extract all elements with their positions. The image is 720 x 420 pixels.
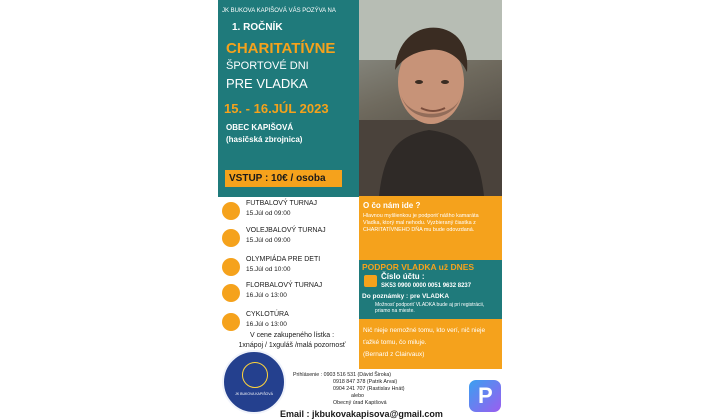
quote-text: Nič nieje nemožné tomu, kto verí, nič nieje ťažké tomu, čo miluje.	[363, 327, 486, 346]
about-text: Hlavnou myšlienkou je podporiť nášho kamaráta Vladka, ktorý mal nehodu. Vyzbieraný čiastka z CHARITATÍVNEHO DŇA mu bude odovzdaná.	[363, 213, 479, 233]
contact-phone: 0903 516 531 (Dávid Široka)	[323, 372, 392, 378]
event-item	[222, 254, 360, 282]
about-panel	[359, 196, 502, 260]
club-logo	[222, 350, 286, 414]
support-small-text: Možnosť podporiť VLADKA bude aj pri registrácii, priamo na mieste.	[375, 302, 485, 314]
bullet-dot-icon	[222, 229, 240, 247]
contacts-label: Prihlásenie :	[293, 372, 323, 378]
support-heading: PODPOR VLADKA už DNES	[362, 262, 475, 272]
event-time: 16.Júl o 13:00	[246, 321, 287, 328]
ticket-includes-line-2: 1xnápoj / 1xguláš /malá pozornosť	[238, 342, 346, 349]
account-iban: SK53 0900 0000 0051 9632 8237	[381, 283, 472, 289]
event-dates: 15. - 16.JÚL 2023	[224, 101, 329, 116]
event-name: FLORBALOVÝ TURNAJ	[246, 282, 323, 289]
event-time: 16.Júl o 13:00	[246, 292, 287, 299]
header-panel	[218, 0, 359, 197]
payment-note: Do poznámky : pre VLADKA	[362, 293, 450, 300]
account-label: Číslo účtu :	[381, 272, 425, 281]
support-panel	[359, 260, 502, 319]
event-time: 15.Júl od 09:00	[246, 237, 291, 244]
bullet-dot-icon	[222, 258, 240, 276]
event-place	[226, 122, 302, 146]
logo-text: JK BUKOVA KAPIŠOVÁ	[235, 392, 273, 396]
bullet-dot-icon	[222, 313, 240, 331]
bullet-dot-icon	[222, 202, 240, 220]
event-item	[222, 225, 360, 253]
event-name: OLYMPIÁDA PRE DETI	[246, 256, 321, 263]
contact-email: Email : jkbukovakapisova@gmail.com	[280, 409, 443, 419]
registration-contacts	[293, 372, 468, 407]
event-item	[222, 198, 360, 226]
quote-author: (Bernard z Clairvaux)	[363, 351, 425, 358]
contacts-office: Obecný úrad Kapišová	[333, 400, 387, 406]
edition-label: 1. ROČNÍK	[232, 22, 283, 33]
app-icon	[469, 380, 501, 412]
event-poster	[218, 0, 502, 420]
title-main: CHARITATÍVNE	[226, 40, 336, 57]
organizer-line: JK BUKOVA KAPIŠOVÁ VÁS POZÝVA NA	[222, 8, 336, 14]
quote-block	[363, 325, 500, 361]
contact-phone: 0904 241 707 (Rastislav Hnát)	[333, 386, 405, 392]
event-item	[222, 280, 360, 308]
event-name: VOLEJBALOVÝ TURNAJ	[246, 227, 326, 234]
bird-emblem-icon	[242, 362, 268, 388]
event-time: 15.Júl od 10:00	[246, 266, 291, 273]
portrait-photo	[359, 0, 502, 196]
bullet-dot-icon	[222, 284, 240, 302]
place-line-1: OBEC KAPIŠOVÁ	[226, 123, 294, 132]
contacts-or: alebo	[351, 393, 364, 399]
portrait-illustration	[359, 0, 502, 196]
place-line-2: (hasičská zbrojnica)	[226, 135, 303, 144]
app-letter: P	[478, 383, 493, 408]
about-question: O čo nám ide ?	[363, 201, 421, 210]
event-name: CYKLOTÚRA	[246, 311, 289, 318]
ticket-includes-line-1: V cene zakupeného lístka :	[249, 332, 335, 339]
title-for: PRE VLADKA	[226, 76, 308, 91]
entry-fee-badge: VSTUP : 10€ / osoba	[225, 170, 342, 187]
ticket-includes	[224, 331, 360, 351]
contact-phone: 0918 847 378 (Patrik Arvai)	[333, 379, 398, 385]
event-name: FUTBALOVÝ TURNAJ	[246, 200, 318, 207]
quote-panel	[359, 319, 502, 369]
contact-row	[293, 372, 468, 379]
event-time: 15.Júl od 09:00	[246, 210, 291, 217]
title-sub: ŠPORTOVÉ DNI	[226, 60, 309, 72]
calendar-icon	[364, 275, 377, 287]
